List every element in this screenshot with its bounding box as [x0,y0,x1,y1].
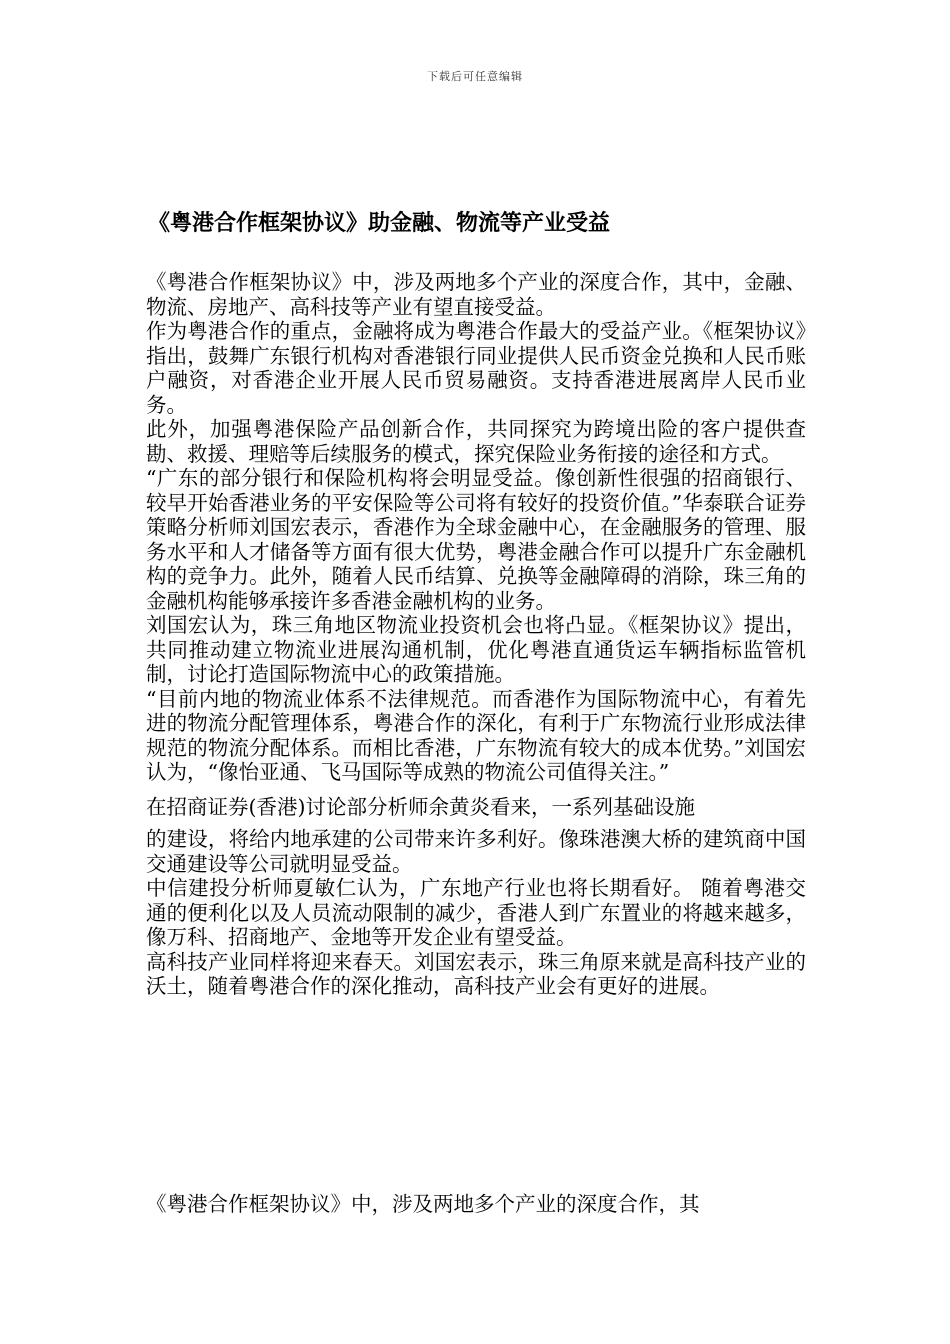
paragraph-infrastructure-end: 的建设，将给内地承建的公司带来许多利好。像珠港澳大桥的建筑商中国交通建设等公司就明显受益。 [146,827,806,876]
paragraph-high-tech: 高科技产业同样将迎来春天。刘国宏表示，珠三角原来就是高科技产业的沃土，随着粤港合作的深化推动，高科技产业会有更好的进展。 [146,949,806,998]
document-title: 《粤港合作框架协议》助金融、物流等产业受益 [148,211,611,236]
paragraph-intro: 《粤港合作框架协议》中，涉及两地多个产业的深度合作，其中，金融、物流、房地产、高科技等产业有望直接受益。 [146,270,806,319]
paragraph-logistics: 刘国宏认为，珠三角地区物流业投资机会也将凸显。《框架协议》提出，共同推动建立物流业进展沟通机制，优化粤港直通货运车辆指标监管机制，讨论打造国际物流中心的政策措施。 [146,613,806,686]
repeated-intro-line: 《粤港合作框架协议》中，涉及两地多个产业的深度合作，其 [146,1192,700,1216]
paragraph-finance: 作为粤港合作的重点，金融将成为粤港合作最大的受益产业。《框架协议》指出，鼓舞广东银行机构对香港银行同业提供人民币资金兑换和人民币账户融资，对香港企业开展人民币贸易融资。支持香港进展离岸人民币业务。 [146,319,806,417]
paragraph-infrastructure-start: 在招商证券(香港)讨论部分析师余黄炎看来，一系列基础设施 [146,794,695,819]
paragraph-banks-quote: “广东的部分银行和保险机构将会明显受益。像创新性很强的招商银行、较早开始香港业务的平安保险等公司将有较好的投资价值。”华泰联合证券策略分析师刘国宏表示，香港作为全球金融中心，在金融服务的管理、服务水平和人才储备等方面有很大优势，粤港金融合作可以提升广东金融机构的竞争力。此外，随着人民币结算、兑换等金融障碍的消除，珠三角的金融机构能够承接许多香港金融机构的业务。 [146,466,806,613]
paragraph-insurance: 此外，加强粤港保险产品创新合作，共同探究为跨境出险的客户提供查勘、救援、理赔等后续服务的模式，探究保险业务衔接的途径和方式。 [146,417,806,466]
document-body [146,270,806,999]
paragraph-real-estate: 中信建投分析师夏敏仁认为，广东地产行业也将长期看好。 随着粤港交通的便利化以及人员流动限制的减少，香港人到广东置业的将越来越多，像万科、招商地产、金地等开发企业有望受益。 [146,876,806,949]
header-note: 下载后可任意编辑 [427,70,523,83]
paragraph-logistics-quote: “目前内地的物流业体系不法律规范。而香港作为国际物流中心，有着先进的物流分配管理体系，粤港合作的深化，有利于广东物流行业形成法律规范的物流分配体系。而相比香港，广东物流有较大的成本优势。”刘国宏认为，“像怡亚通、飞马国际等成熟的物流公司值得关注。” [146,686,806,784]
